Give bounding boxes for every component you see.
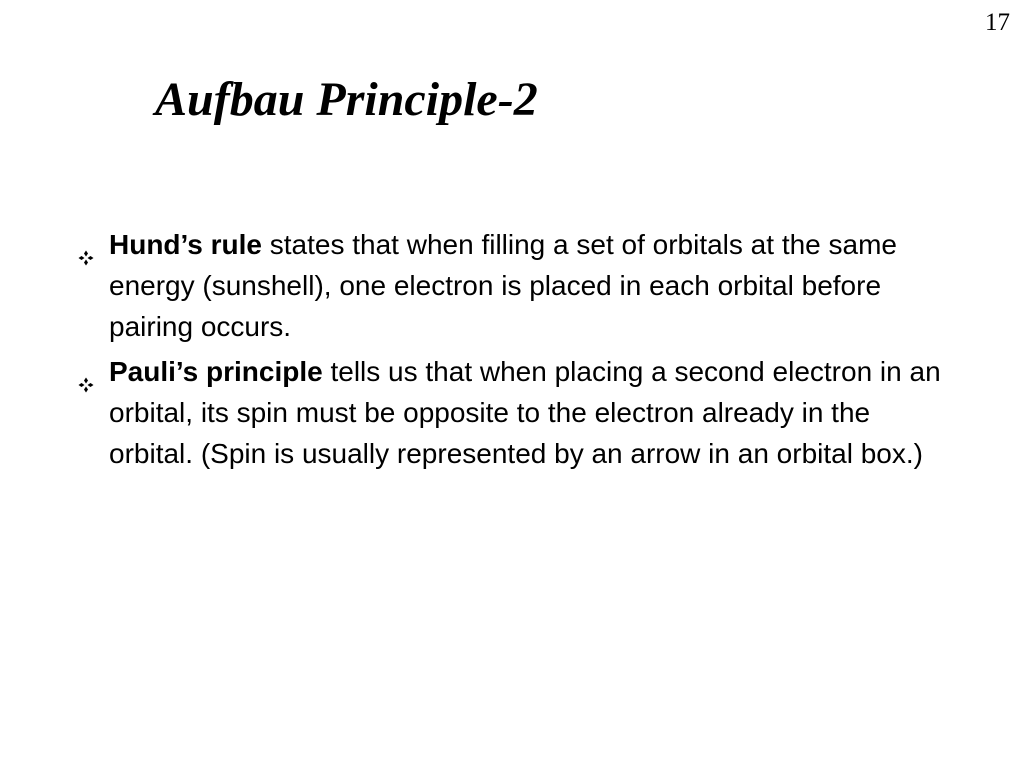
slide-title: Aufbau Principle-2 [155, 73, 538, 126]
bullet-text: states that when filling a set of orbitals at the same energy (sunshell), one electron is placed in each orbital before pairing occurs. [109, 229, 897, 342]
bullet-list [74, 224, 954, 478]
bullet-term: Hund’s rule [109, 229, 262, 260]
bullet-text: tells us that when placing a second electron in an orbital, its spin must be opposite to the electron already in the orbital. (Spin is usually represented by an arrow in an orbital box.) [109, 356, 941, 469]
four-diamond-bullet-icon [78, 236, 94, 252]
bullet-item-hunds-rule [74, 224, 954, 347]
page-number: 17 [985, 9, 1010, 36]
bullet-term: Pauli’s principle [109, 356, 323, 387]
four-diamond-bullet-icon [78, 363, 94, 379]
bullet-item-paulis-principle [74, 351, 954, 474]
